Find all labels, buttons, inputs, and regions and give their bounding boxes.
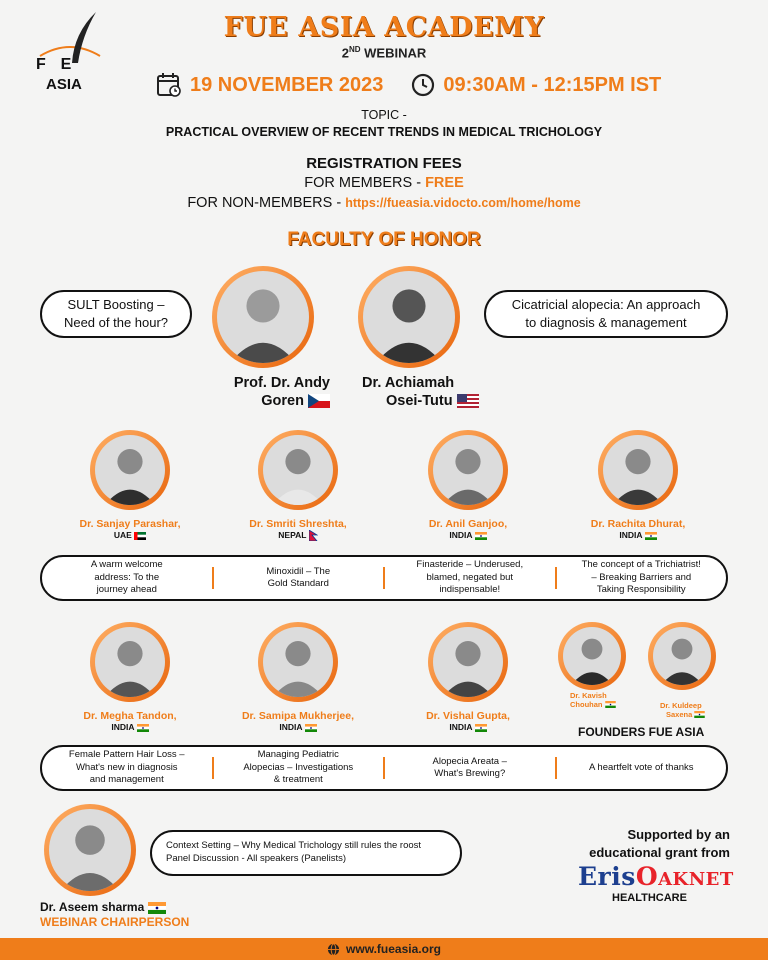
flag-india-icon (475, 724, 487, 732)
speaker-country: NEPAL (218, 530, 378, 541)
topic-cell: A heartfelt vote of thanks (588, 761, 694, 773)
footer-website-link[interactable]: www.fueasia.org (346, 942, 441, 956)
speaker-country: UAE (50, 530, 210, 540)
topic-cell: Minoxidil – The Gold Standard (266, 565, 331, 589)
avatar-sanjay-parashar (90, 430, 170, 510)
academy-title: FUE ASIA ACADEMY (223, 12, 545, 43)
speaker-country: INDIA (388, 722, 548, 732)
founder-name-line2: Chouhan (560, 701, 634, 710)
globe-icon (327, 943, 340, 956)
avatar-megha-tandon (90, 622, 170, 702)
logo-text-fue: F E (36, 56, 74, 73)
footer-bar (0, 938, 768, 960)
speaker-name: Dr. Rachita Dhurat, (590, 518, 686, 530)
speaker-achiamah-osei-tutu (362, 374, 482, 410)
avatar-vishal-gupta (428, 622, 508, 702)
flag-india-icon (305, 724, 317, 732)
speaker-smriti-shreshta (218, 518, 378, 541)
talk-pill-cicatricial: Cicatricial alopecia: An approach to diagnosis & management (484, 290, 728, 338)
topics-bar-row2 (40, 745, 728, 791)
members-fee: FREE (425, 175, 464, 191)
topics-bar-row1 (40, 555, 728, 601)
speaker-anil-ganjoo (388, 518, 548, 540)
founder-kavish-chouhan (560, 692, 634, 709)
talk-pill-sult: SULT Boosting – Need of the hour? (40, 290, 192, 338)
avatar-kuldeep-saxena (648, 622, 716, 690)
speaker-andy-goren (210, 374, 330, 410)
speaker-name-line2: Osei-Tutu (362, 392, 482, 410)
speaker-vishal-gupta (388, 710, 548, 732)
flag-uae-icon (134, 532, 146, 540)
clock-icon (411, 73, 435, 97)
speaker-samipa-mukherjee (218, 710, 378, 732)
event-time: 09:30AM - 12:15PM IST (443, 73, 662, 96)
speaker-name-line1: Dr. Achiamah (362, 375, 455, 391)
sponsor-text (560, 826, 730, 861)
speaker-name: Dr. Samipa Mukherjee, (241, 710, 355, 722)
avatar-aseem-sharma (44, 804, 136, 896)
faculty-title: FACULTY OF HONOR (287, 229, 481, 250)
sponsor-subtitle: HEALTHCARE (612, 892, 687, 904)
topic-title: PRACTICAL OVERVIEW OF RECENT TRENDS IN MEDICAL TRICHOLOGY (165, 125, 603, 139)
topic-cell: Alopecia Areata – What's Brewing? (432, 755, 507, 779)
chairperson-name: Dr. Aseem sharma (40, 900, 166, 914)
founder-name-line1: Dr. Kuldeep (660, 701, 702, 710)
founder-name-line1: Dr. Kavish (570, 691, 607, 700)
founders-label: FOUNDERS FUE ASIA (578, 725, 705, 739)
nonmembers-label: FOR NON-MEMBERS - (187, 195, 346, 211)
event-date: 19 NOVEMBER 2023 (190, 73, 384, 96)
founder-name-line2: Saxena (660, 711, 734, 720)
topic-cell: Female Pattern Hair Loss – What's new in diagnosis and management (68, 749, 185, 786)
calendar-icon (156, 72, 182, 98)
members-label: FOR MEMBERS - (304, 175, 426, 191)
speaker-megha-tandon (50, 710, 210, 732)
date-time-row (156, 72, 661, 98)
flag-usa-icon (457, 394, 479, 408)
chairperson-talk-pill: Context Setting – Why Medical Trichology still rules the roost Panel Discussion - All speakers (Panelists) (150, 830, 462, 876)
webinar-ordinal: 2 (341, 45, 349, 61)
registration-members (0, 175, 768, 191)
registration-link[interactable]: https://fueasia.vidocto.com/home/home (345, 196, 581, 210)
speaker-name: Dr. Megha Tandon, (83, 710, 177, 722)
chairperson-role: WEBINAR CHAIRPERSON (40, 915, 190, 929)
speaker-name: Dr. Anil Ganjoo, (428, 518, 508, 530)
sponsor-logo (578, 862, 734, 891)
webinar-label (0, 45, 768, 60)
speaker-country: INDIA (50, 722, 210, 732)
flag-india-icon (694, 711, 705, 718)
avatar-andy-goren (212, 266, 314, 368)
sponsor-brand-eris: Eris (578, 862, 636, 891)
avatar-samipa-mukherjee (258, 622, 338, 702)
topic-cell: A warm welcome address: To the journey ahead (90, 559, 163, 596)
sponsor-line1: Supported by an (627, 827, 730, 842)
speaker-name: Dr. Smriti Shreshta, (249, 518, 347, 530)
speaker-rachita-dhurat (558, 518, 718, 540)
logo-text-asia: ASIA (46, 76, 82, 93)
speaker-name: Dr. Vishal Gupta, (426, 710, 510, 722)
topic-cell: Managing Pediatric Alopecias – Investigations & treatment (243, 749, 354, 786)
registration-title: REGISTRATION FEES (306, 155, 462, 172)
speaker-country: INDIA (218, 722, 378, 732)
webinar-ordinal-suffix: ND (348, 45, 361, 54)
avatar-achiamah-osei-tutu (358, 266, 460, 368)
avatar-anil-ganjoo (428, 430, 508, 510)
flag-india-icon (645, 532, 657, 540)
speaker-name-line1: Prof. Dr. Andy (233, 375, 330, 391)
flag-nepal-icon (309, 530, 318, 541)
speaker-country: INDIA (388, 530, 548, 540)
avatar-rachita-dhurat (598, 430, 678, 510)
founder-kuldeep-saxena (660, 702, 734, 719)
speaker-sanjay-parashar (50, 518, 210, 540)
flag-india-icon (148, 902, 166, 914)
avatar-smriti-shreshta (258, 430, 338, 510)
topic-cell: Finasteride – Underused, blamed, negated but indispensable! (416, 559, 524, 596)
sponsor-brand-oaknet: Oaknet (635, 862, 734, 891)
registration-nonmembers (0, 195, 768, 211)
speaker-country: INDIA (558, 530, 718, 540)
flag-india-icon (605, 701, 616, 708)
speaker-name-line2: Goren (210, 392, 330, 410)
sponsor-line2: educational grant from (589, 844, 730, 860)
flag-india-icon (475, 532, 487, 540)
flag-india-icon (137, 724, 149, 732)
topic-label: TOPIC - (361, 108, 407, 122)
webinar-text: WEBINAR (364, 45, 427, 61)
flag-czech-icon (308, 394, 330, 408)
avatar-kavish-chouhan (558, 622, 626, 690)
topic-cell: The concept of a Trichiatrist! – Breaking Barriers and Taking Responsibility (581, 559, 701, 596)
speaker-name: Dr. Sanjay Parashar, (79, 518, 181, 530)
